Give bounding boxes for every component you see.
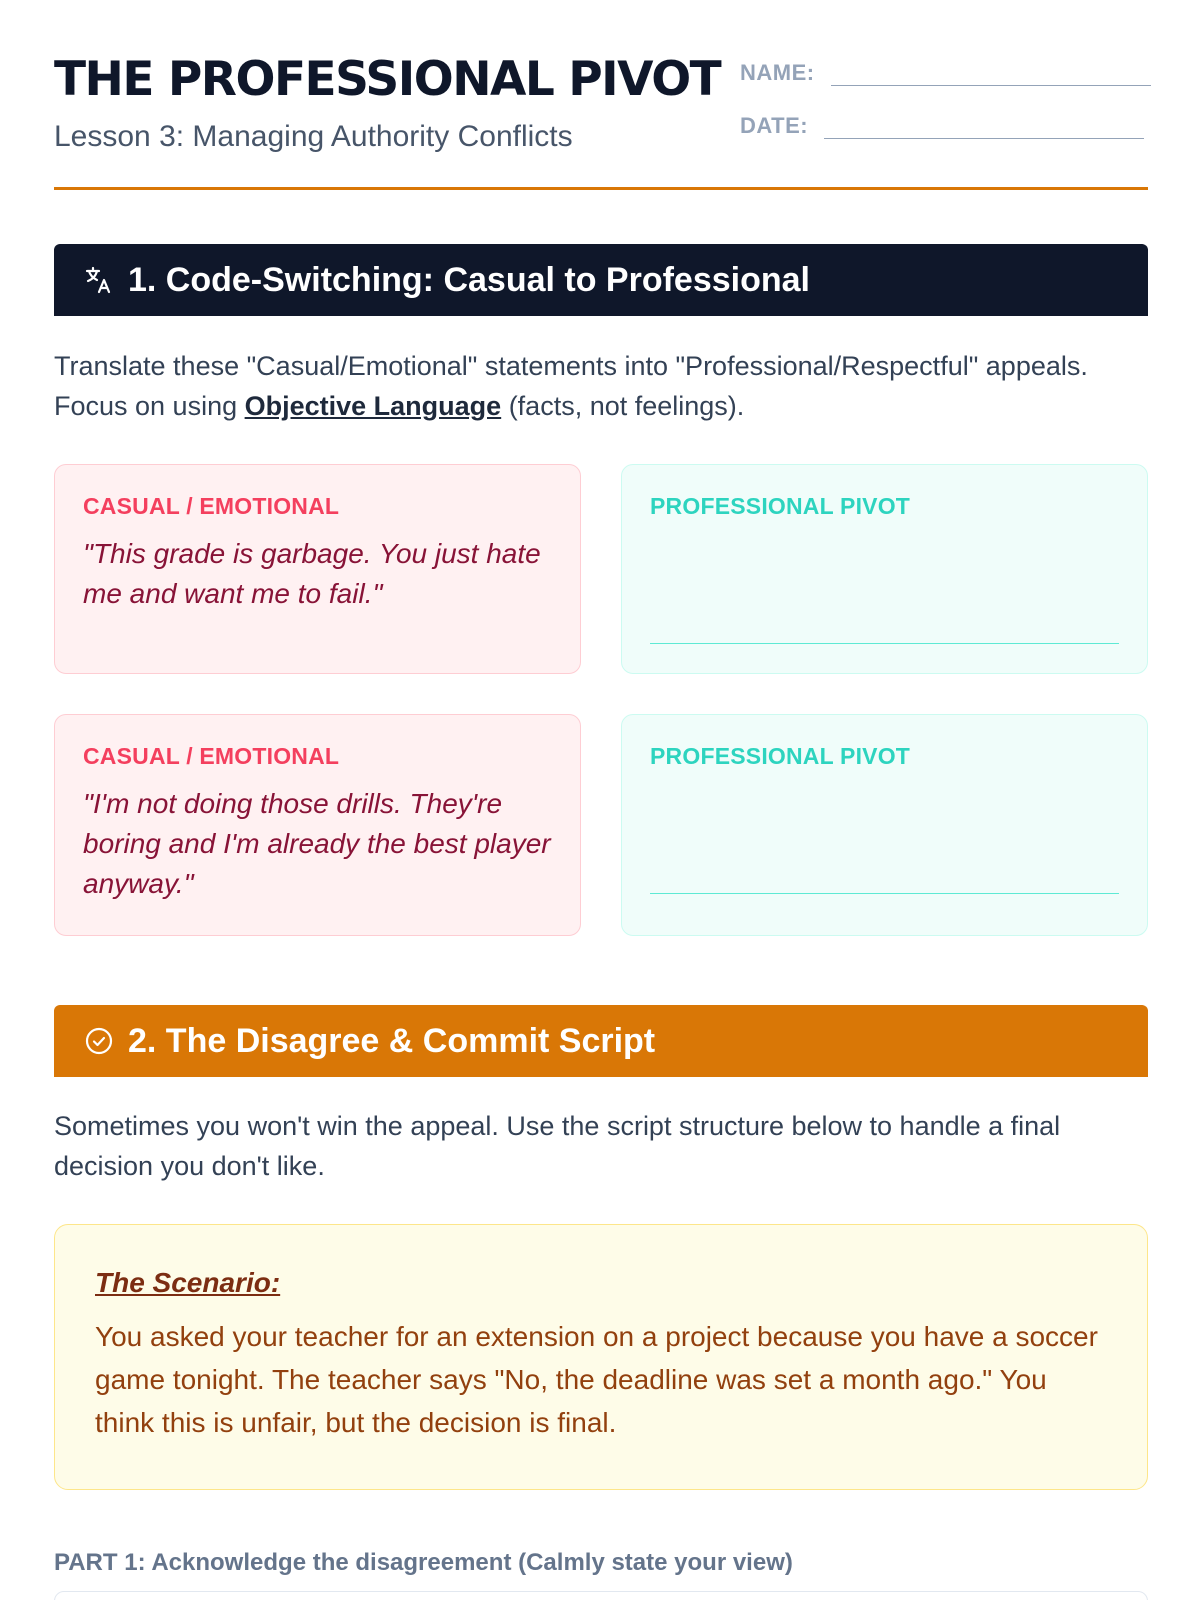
name-input-line[interactable]	[831, 64, 1151, 86]
part-1-label: PART 1: Acknowledge the disagreement (Calmly state your view)	[54, 1549, 793, 1576]
casual-card	[54, 464, 581, 674]
scenario-box	[54, 1224, 1148, 1490]
check-circle-icon	[82, 1024, 116, 1058]
casual-label: CASUAL / EMOTIONAL	[83, 743, 340, 769]
professional-label: PROFESSIONAL PIVOT	[650, 743, 911, 769]
casual-quote: "I'm not doing those drills. They're boring and I'm already the best player anyway."	[83, 788, 551, 899]
answer-line[interactable]	[650, 643, 1119, 644]
professional-card[interactable]	[621, 714, 1148, 936]
intro-text: Translate these "Casual/Emotional" statements into "Professional/Respectful" appeals. Focus on using	[54, 351, 1088, 421]
date-label: DATE:	[740, 113, 809, 138]
casual-quote: "This grade is garbage. You just hate me and want me to fail."	[83, 538, 541, 609]
translate-icon	[82, 263, 116, 297]
name-label: NAME:	[740, 60, 815, 85]
worksheet-page	[54, 0, 1148, 1576]
section-2-title: 2. The Disagree & Commit Script	[128, 1021, 656, 1060]
name-field	[740, 60, 1151, 86]
scenario-title: The Scenario:	[95, 1267, 281, 1298]
section-1-title: 1. Code-Switching: Casual to Professional	[128, 260, 810, 299]
professional-label: PROFESSIONAL PIVOT	[650, 493, 911, 519]
answer-line[interactable]	[650, 893, 1119, 894]
casual-label: CASUAL / EMOTIONAL	[83, 493, 340, 519]
part-1-answer-box[interactable]	[54, 1591, 1148, 1600]
objective-language-emphasis: Objective Language	[244, 391, 502, 421]
casual-card	[54, 714, 581, 936]
date-input-line[interactable]	[824, 117, 1144, 139]
page-title: THE PROFESSIONAL PIVOT	[54, 52, 721, 107]
section-1-header	[54, 244, 1148, 316]
section-2-header	[54, 1005, 1148, 1077]
section-1-intro	[54, 346, 1148, 426]
scenario-text: You asked your teacher for an extension on a project because you have a soccer game tonight. The teacher says "No, the deadline was set a month ago." You think this is unfair, but the decision is final.	[95, 1321, 1098, 1438]
professional-card[interactable]	[621, 464, 1148, 674]
intro-text-end: (facts, not feelings).	[501, 391, 745, 421]
lesson-subtitle: Lesson 3: Managing Authority Conflicts	[54, 120, 573, 153]
worksheet-header	[54, 0, 1148, 190]
date-field	[740, 113, 1144, 139]
section-2-intro: Sometimes you won't win the appeal. Use the script structure below to handle a final decision you don't like.	[54, 1111, 1061, 1181]
